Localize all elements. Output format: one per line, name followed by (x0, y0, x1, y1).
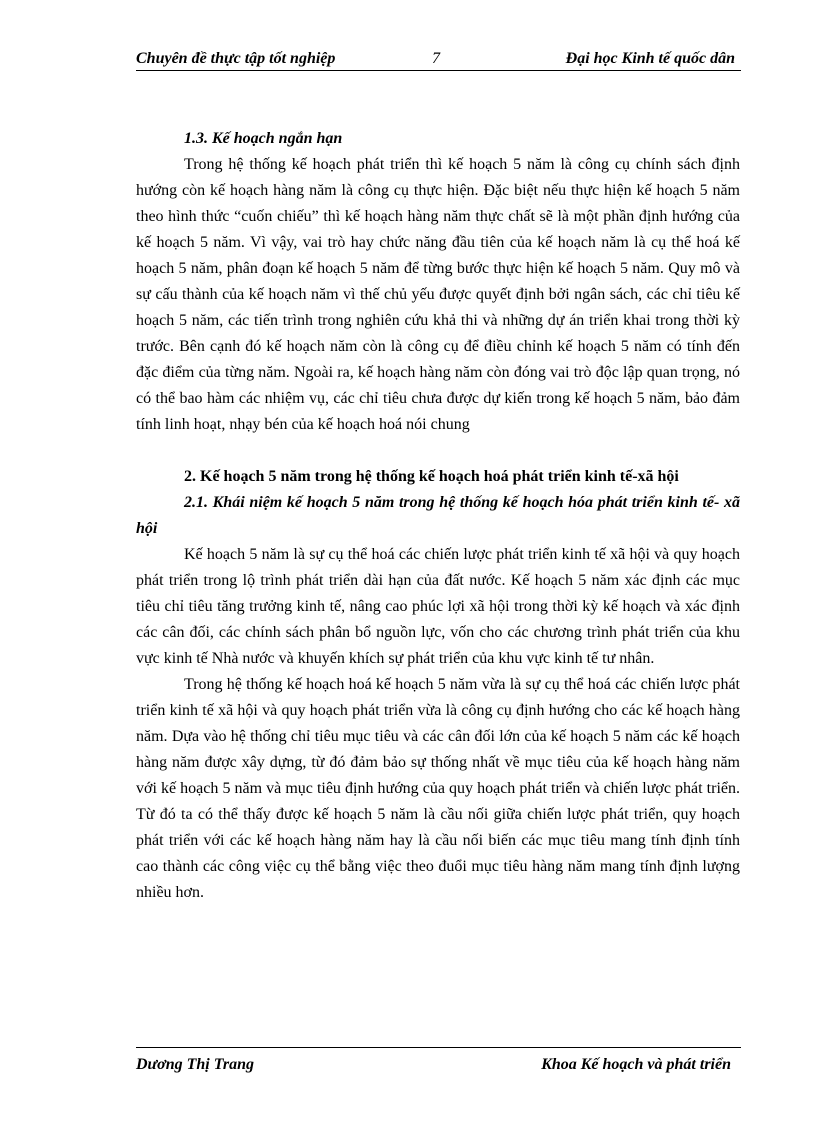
page-header (136, 48, 741, 71)
footer-author: Dương Thị Trang (136, 1056, 255, 1073)
section-2-1-heading: 2.1. Khái niệm kế hoạch 5 năm trong hệ thống kế hoạch hóa phát triển kinh tế- xã hội (136, 494, 740, 537)
section-2-heading: 2. Kế hoạch 5 năm trong hệ thống kế hoạch hoá phát triển kinh tế-xã hội (184, 468, 679, 485)
page-footer (136, 1047, 741, 1080)
header-document-title: Chuyên đề thực tập tốt nghiệp (136, 50, 336, 67)
section-1-3-heading: 1.3. Kế hoạch ngắn hạn (184, 130, 343, 147)
footer-faculty: Khoa Kế hoạch và phát triển (541, 1056, 731, 1073)
header-university: Đại học Kinh tế quốc dân (565, 50, 735, 67)
section-2-1-paragraph-2: Trong hệ thống kế hoạch hoá kế hoạch 5 năm vừa là sự cụ thể hoá các chiến lược phát triển kinh tế xã hội và quy hoạch phát triển vừa là công cụ định hướng cho các kế hoạch hàng năm. Dựa vào hệ thống chỉ tiêu mục tiêu và các cân đối lớn của kế hoạch 5 năm các kế hoạch hàng năm được xây dựng, từ đó đảm bảo sự thống nhất về mục tiêu của kế hoạch hàng năm với kế hoạch 5 năm và mục tiêu định hướng của quy hoạch phát triển và chiến lược phát triển. Từ đó ta có thể thấy được kế hoạch 5 năm là cầu nối giữa chiến lược phát triển, quy hoạch phát triển với các kế hoạch hàng năm hay là cầu nối biến các mục tiêu mang tính định tính cao thành các công việc cụ thể bằng việc theo đuổi mục tiêu hàng năm mang tính định lượng nhiều hơn. (136, 676, 740, 901)
header-page-number: 7 (432, 50, 440, 67)
document-body (136, 126, 740, 906)
section-1-3-paragraph: Trong hệ thống kế hoạch phát triển thì kế hoạch 5 năm là công cụ chính sách định hướng còn kế hoạch hàng năm là công cụ thực hiện. Đặc biệt nếu thực hiện kế hoạch 5 năm theo hình thức “cuốn chiếu” thì kế hoạch hàng năm thực chất sẽ là một phần định hướng của kế hoạch 5 năm. Vì vậy, vai trò hay chức năng đầu tiên của kế hoạch năm là cụ thể hoá kế hoạch 5 năm, phân đoạn kế hoạch 5 năm để từng bước thực hiện kế hoạch 5 năm. Quy mô và sự cấu thành của kế hoạch năm vì thế chủ yếu được quyết định bởi ngân sách, các chỉ tiêu kế hoạch 5 năm, các tiến trình trong nghiên cứu khả thi và những dự án triển khai trong thời kỳ trước. Bên cạnh đó kế hoạch năm còn là công cụ để điều chỉnh kế hoạch 5 năm có tính đến đặc điểm của từng năm. Ngoài ra, kế hoạch hàng năm còn đóng vai trò độc lập quan trọng, nó có thể bao hàm các nhiệm vụ, các chỉ tiêu chưa được dự kiến trong kế hoạch 5 năm, bảo đảm tính linh hoạt, nhạy bén của kế hoạch hoá nói chung (136, 156, 740, 433)
section-2-1-paragraph-1: Kế hoạch 5 năm là sự cụ thể hoá các chiến lược phát triển kinh tế xã hội và quy hoạch phát triển trong lộ trình phát triển dài hạn của đất nước. Kế hoạch 5 năm xác định các mục tiêu chỉ tiêu tăng trưởng kinh tế, nâng cao phúc lợi xã hội trong thời kỳ kế hoạch và xác định các cân đối, các chính sách phân bổ nguồn lực, vốn cho các chương trình phát triển của khu vực kinh tế Nhà nước và khuyến khích sự phát triển của khu vực kinh tế tư nhân. (136, 546, 740, 667)
